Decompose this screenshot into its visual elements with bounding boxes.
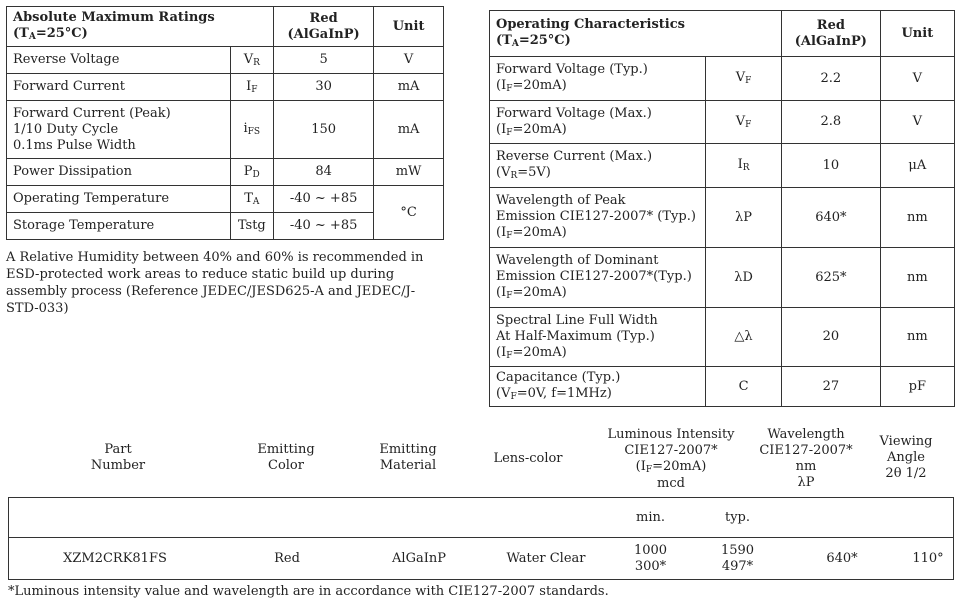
param-cell: Wavelength of Peak Emission CIE127-2007* (Typ.) $(I_F=20mA)$ — [490, 188, 706, 248]
typ-intensity-cell: 1590 497* — [694, 538, 781, 580]
product-table-header — [8, 425, 954, 497]
footnote: *Luminous intensity value and wavelength are in accordance with CIE127-2007 standards. — [8, 584, 609, 599]
param-cell: Forward Voltage (Max.) $(I_F=20mA)$ — [490, 101, 706, 144]
product-table — [8, 497, 954, 580]
unit-cell: V — [374, 47, 444, 74]
table-row — [7, 101, 444, 159]
amr-unit-header: Unit — [374, 7, 444, 47]
unit-cell: nm — [880, 248, 954, 308]
symbol-cell: C — [706, 367, 782, 407]
typ-header: typ. — [694, 498, 781, 538]
unit-cell: °C — [374, 186, 444, 240]
oc-condition: $(T_A=25^\circ C)$ — [496, 33, 571, 49]
oc-title: Operating Characteristics — [496, 17, 685, 32]
table-row — [9, 538, 954, 580]
symbol-cell: $V_F$ — [706, 101, 782, 144]
unit-cell: pF — [880, 367, 954, 407]
value-cell: 27 — [782, 367, 881, 407]
oc-title-cell — [490, 11, 782, 57]
table-row — [490, 57, 955, 101]
unit-cell: μA — [880, 144, 954, 188]
symbol-cell: $P_D$ — [230, 159, 273, 186]
symbol-cell: $I_R$ — [706, 144, 782, 188]
param-cell: Reverse Voltage — [7, 47, 231, 74]
wavelength-cell: 640* — [781, 538, 903, 580]
emitting-color-header: Emitting Color — [257, 442, 315, 473]
unit-cell: nm — [880, 308, 954, 367]
symbol-cell: $V_R$ — [230, 47, 273, 74]
symbol-cell: $V_F$ — [706, 57, 782, 101]
value-cell: -40 ~ +85 — [274, 186, 374, 213]
value-cell: 640* — [782, 188, 881, 248]
unit-cell: mW — [374, 159, 444, 186]
symbol-cell: Tstg — [230, 213, 273, 240]
param-cell: Forward Current — [7, 74, 231, 101]
table-row — [7, 186, 444, 213]
table-row — [9, 498, 954, 538]
unit-cell: V — [880, 101, 954, 144]
table-row — [7, 47, 444, 74]
param-cell: Capacitance (Typ.) ($V_F=0V$, f=1MHz) — [490, 367, 706, 407]
min-intensity-cell: 1000 300* — [607, 538, 694, 580]
amr-title-cell — [7, 7, 274, 47]
emitting-material-header: Emitting Material — [379, 442, 437, 473]
param-cell: Power Dissipation — [7, 159, 231, 186]
table-row — [7, 74, 444, 101]
symbol-cell: $i_{FS}$ — [230, 101, 273, 159]
table-row — [7, 159, 444, 186]
oc-unit-header: Unit — [880, 11, 954, 57]
table-row — [490, 101, 955, 144]
luminous-intensity-header: Luminous Intensity CIE127-2007* $(I_F=20mA)$ mcd — [607, 427, 735, 491]
value-cell: 2.2 — [782, 57, 881, 101]
unit-cell: mA — [374, 101, 444, 159]
unit-cell: V — [880, 57, 954, 101]
lens-color-header: Lens-color — [493, 451, 563, 466]
humidity-note: A Relative Humidity between 40% and 60% is recommended in ESD-protected work areas to reduce static build up during assembly process (Reference JEDEC/JESD625-A and JEDEC/J-STD-033) — [6, 250, 424, 316]
emitting-material-cell: AlGaInP — [353, 538, 485, 580]
symbol-cell: λD — [706, 248, 782, 308]
value-cell: 5 — [274, 47, 374, 74]
part-number-header: Part Number — [90, 442, 146, 473]
viewing-angle-cell: 110° — [903, 538, 954, 580]
value-cell: -40 ~ +85 — [274, 213, 374, 240]
table-row — [490, 144, 955, 188]
value-cell: 150 — [274, 101, 374, 159]
symbol-cell: $T_A$ — [230, 186, 273, 213]
symbol-cell: △λ — [706, 308, 782, 367]
lens-color-cell: Water Clear — [485, 538, 607, 580]
emitting-color-cell: Red — [221, 538, 353, 580]
amr-condition: $(T_A=25^\circ C)$ — [13, 26, 88, 42]
param-cell: Forward Current (Peak) 1/10 Duty Cycle 0.1ms Pulse Width — [7, 101, 231, 159]
min-header: min. — [607, 498, 694, 538]
param-cell: Forward Voltage (Typ.) $(I_F=20mA)$ — [490, 57, 706, 101]
param-cell: Wavelength of Dominant Emission CIE127-2007*(Typ.) $(I_F=20mA)$ — [490, 248, 706, 308]
amr-red-header: Red (AlGaInP) — [274, 7, 374, 47]
value-cell: 30 — [274, 74, 374, 101]
value-cell: 20 — [782, 308, 881, 367]
wavelength-header: Wavelength CIE127-2007* nm λP — [759, 427, 853, 490]
operating-characteristics-table — [489, 10, 955, 407]
param-cell: Storage Temperature — [7, 213, 231, 240]
absolute-max-ratings-table — [6, 6, 444, 240]
table-row — [490, 367, 955, 407]
value-cell: 10 — [782, 144, 881, 188]
param-cell: Operating Temperature — [7, 186, 231, 213]
value-cell: 625* — [782, 248, 881, 308]
param-cell: Spectral Line Full Width At Half-Maximum (Typ.) $(I_F=20mA)$ — [490, 308, 706, 367]
part-number-cell: XZM2CRK81FS — [9, 538, 222, 580]
value-cell: 2.8 — [782, 101, 881, 144]
viewing-angle-header: Viewing Angle 2θ 1/2 — [879, 434, 933, 481]
table-row — [490, 308, 955, 367]
table-row — [490, 188, 955, 248]
oc-red-header: Red (AlGaInP) — [782, 11, 881, 57]
table-row — [490, 248, 955, 308]
amr-title: Absolute Maximum Ratings — [13, 10, 215, 25]
param-cell: Reverse Current (Max.) $(V_R=5V)$ — [490, 144, 706, 188]
unit-cell: nm — [880, 188, 954, 248]
symbol-cell: $I_F$ — [230, 74, 273, 101]
value-cell: 84 — [274, 159, 374, 186]
unit-cell: mA — [374, 74, 444, 101]
symbol-cell: λP — [706, 188, 782, 248]
